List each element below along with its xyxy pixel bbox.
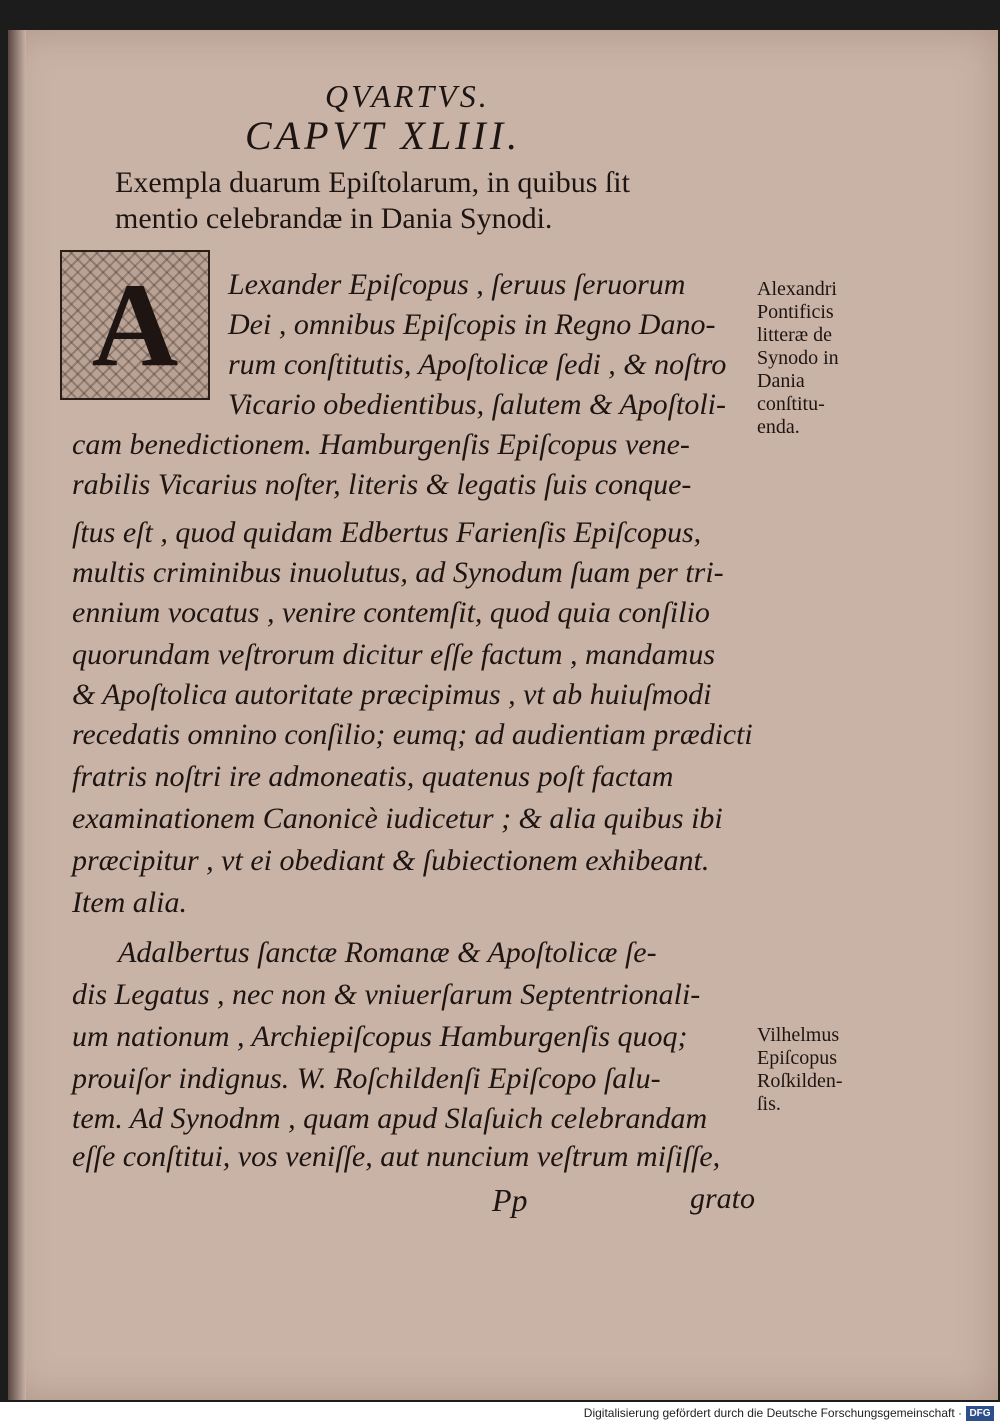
body-line: examinationem Canonicè iudicetur ; & alia quibus ibi — [72, 802, 723, 835]
marginal-line: Vilhelmus — [757, 1024, 840, 1046]
body-line: cam benedictionem. Hamburgenſis Epiſcopus vene- — [72, 428, 690, 461]
summary-line: mentio celebrandæ in Dania Synodi. — [115, 202, 553, 235]
body-line: ſtus eſt , quod quidam Edbertus Farienſis Epiſcopus, — [72, 516, 702, 549]
marginal-line: Alexandri — [757, 278, 837, 300]
marginal-note — [757, 1024, 867, 1116]
body-line: tem. Ad Synodnm , quam apud Slaſuich celebrandam — [72, 1102, 708, 1135]
running-head: QVARTVS. — [325, 78, 490, 114]
marginal-line: enda. — [757, 416, 800, 438]
body-line: Item alia. — [72, 886, 187, 919]
body-line: rum conſtitutis, Apoſtolicæ ſedi , & noſtro — [228, 348, 727, 381]
marginal-line: Pontificis — [757, 301, 834, 323]
marginal-line: litteræ de — [757, 324, 832, 346]
dfg-logo: DFG — [966, 1406, 994, 1421]
body-line: & Apoſtolica autoritate præcipimus , vt ab huiuſmodi — [72, 678, 712, 711]
body-line: fratris noſtri ire admoneatis, quatenus poſt factam — [72, 760, 674, 793]
marginal-note — [757, 278, 867, 439]
body-line: Vicario obedientibus, ſalutem & Apoſtoli- — [228, 388, 727, 421]
footer-bar — [0, 1402, 1000, 1426]
body-line: eſſe conſtitui, vos veniſſe, aut nuncium veſtrum miſiſſe, — [72, 1140, 721, 1173]
catchword: grato — [690, 1182, 756, 1215]
marginal-line: Epiſcopus — [757, 1047, 837, 1069]
body-line: dis Legatus , nec non & vniuerſarum Septentrionali- — [72, 978, 701, 1011]
body-line: Adalbertus ſanctæ Romanæ & Apoſtolicæ ſe- — [118, 936, 657, 969]
body-line: Lexander Epiſcopus , ſeruus ſeruorum — [228, 268, 686, 301]
body-line: rabilis Vicarius noſter, literis & legatis ſuis conque- — [72, 468, 692, 501]
signature-mark: Pp — [492, 1182, 528, 1218]
body-line: præcipitur , vt ei obediant & ſubiectionem exhibeant. — [72, 844, 710, 877]
body-line: multis criminibus inuolutus, ad Synodum ſuam per tri- — [72, 556, 724, 589]
chapter-title: CAPVT XLIII. — [245, 113, 522, 158]
footer-credit: Digitalisierung gefördert durch die Deutsche Forschungsgemeinschaft · — [583, 1406, 962, 1420]
body-line: prouiſor indignus. W. Roſchildenſi Epiſcopo ſalu- — [72, 1062, 661, 1095]
marginal-line: Dania — [757, 370, 805, 392]
ornamental-initial — [60, 250, 210, 400]
body-line: um nationum , Archiepiſcopus Hamburgenſis quoq; — [72, 1020, 688, 1053]
initial-letter: A — [91, 258, 179, 391]
marginal-line: conſtitu- — [757, 393, 825, 415]
page-edge — [8, 30, 26, 1400]
marginal-line: Synodo in — [757, 347, 839, 369]
body-line: recedatis omnino conſilio; eumq; ad audientiam prædicti — [72, 718, 753, 751]
chapter-summary — [115, 165, 715, 237]
body-line: ennium vocatus , venire contemſit, quod quia conſilio — [72, 596, 710, 629]
body-line: quorundam veſtrorum dicitur eſſe factum , mandamus — [72, 638, 715, 671]
body-line: Dei , omnibus Epiſcopis in Regno Dano- — [228, 308, 716, 341]
marginal-line: Roſkilden- — [757, 1070, 843, 1092]
marginal-line: ſis. — [757, 1093, 781, 1115]
summary-line: Exempla duarum Epiſtolarum, in quibus ſit — [115, 166, 630, 199]
